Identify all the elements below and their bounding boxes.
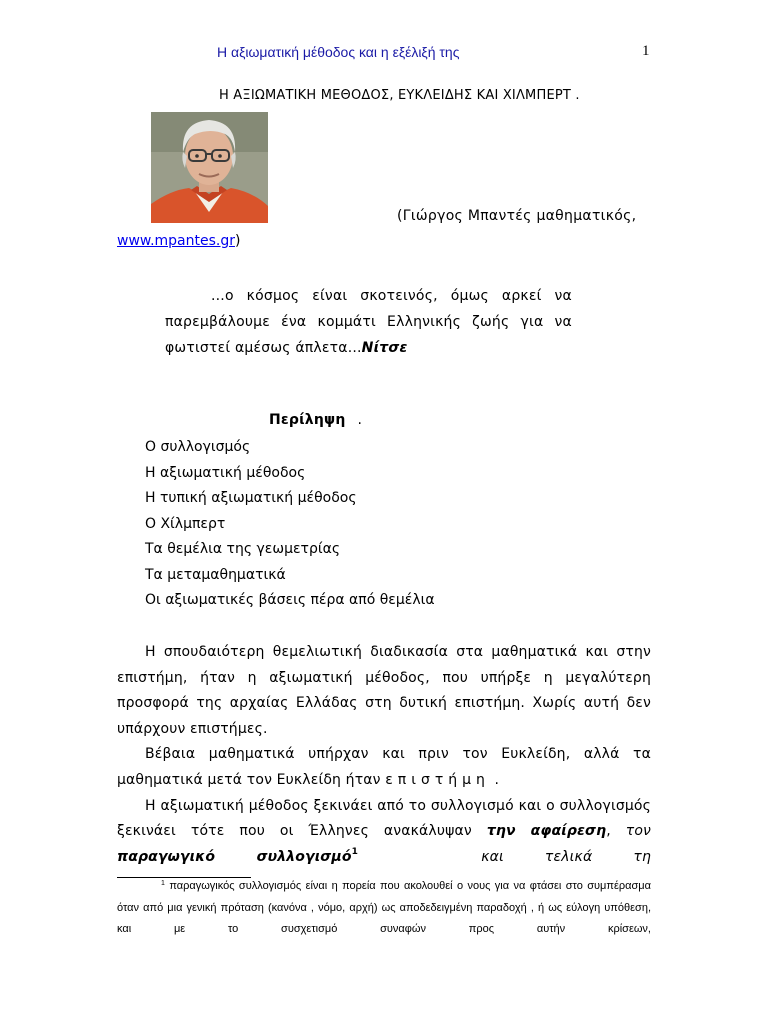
p2-spaced-word: επιστήμη <box>385 771 490 788</box>
footnote <box>117 876 651 941</box>
summary-heading <box>269 412 362 428</box>
summary-item: Οι αξιωματικές βάσεις πέρα από θεμέλια <box>145 592 435 608</box>
page-number: 1 <box>642 43 650 59</box>
summary-item: Τα μεταμαθηματικά <box>145 566 286 583</box>
summary-item: Τα θεμέλια της γεωμετρίας <box>145 541 341 557</box>
body-paragraph-3 <box>117 794 651 871</box>
epigraph-quote <box>165 283 572 361</box>
p3-em1: την <box>486 823 516 840</box>
summary-item: Ο Χίλμπερτ <box>145 515 226 532</box>
author-closing-paren: ) <box>234 233 241 249</box>
footnote-ref[interactable]: 1 <box>351 846 359 857</box>
body-text <box>117 640 651 870</box>
summary-heading-text: Περίληψη <box>269 412 346 428</box>
p3-abstraction: αφαίρεση <box>530 823 607 840</box>
author-portrait <box>151 112 268 223</box>
author-website-link[interactable]: www.mpantes.gr <box>117 233 235 249</box>
quote-attribution: Νίτσε <box>361 340 408 356</box>
body-paragraph-2 <box>117 742 651 793</box>
summary-list <box>145 435 435 614</box>
quote-text: ...ο κόσμος είναι σκοτεινός, όμως αρκεί να παρεμβάλουμε ένα κομμάτι Ελληνικής ζωής για να φωτιστεί αμέσως άπλετα... <box>165 288 572 356</box>
p3-em3: και τελικά τη <box>481 848 651 865</box>
p3-start: Η αξιωματική μέθοδος ξεκινάει από το συλλογισμό και ο συλλογισμός ξεκινάει τότε που οι Έλληνες ανακάλυψαν <box>117 797 651 840</box>
p3-deductive-reasoning: παραγωγικό συλλογισμό <box>117 848 352 865</box>
summary-item: Ο συλλογισμός <box>145 439 251 455</box>
footnote-marker: 1 <box>161 880 165 887</box>
document-title: Η ΑΞΙΩΜΑΤΙΚΗ ΜΕΘΟΔΟΣ, ΕΥΚΛΕΙΔΗΣ ΚΑΙ ΧΙΛΜΠΕΡΤ . <box>219 88 580 103</box>
p3-em2: τον <box>625 823 651 840</box>
author-link-line <box>117 233 240 249</box>
footnote-text: παραγωγικός συλλογισμός είναι η πορεία που ακολουθεί ο νους για να φτάσει στο συμπέρασμα όταν από μια γενική πρόταση (κανόνα , νόμο, αρχή) ως αποδεδειγμένη παραδοχή , ή ως εύλογη υπόθεση, και με το συσχετισμό συναφών προς αυτήν κρίσεων, <box>117 880 651 935</box>
p3-comma: , <box>606 823 626 840</box>
author-portrait-image <box>151 112 268 223</box>
p2-end: . <box>489 771 500 788</box>
summary-item: Η αξιωματική μέθοδος <box>145 464 306 481</box>
running-header: Η αξιωματική μέθοδος και η εξέλιξή της <box>217 44 460 60</box>
author-credit: (Γιώργος Μπαντές μαθηματικός, <box>397 208 637 224</box>
body-paragraph-1: Η σπουδαιότερη θεμελιωτική διαδικασία στα μαθηματικά και στην επιστήμη, ήταν η αξιωματική μέθοδος, που υπήρξε η μεγαλύτερη προσφορά της αρχαίας Ελλάδας στη δυτική επιστήμη. Χωρίς αυτή δεν υπάρχουν επιστήμες. <box>117 644 651 737</box>
summary-heading-dot: . <box>357 412 363 428</box>
p2-start: Βέβαια μαθηματικά υπήρχαν και πριν τον Ευκλείδη, αλλά τα μαθηματικά μετά τον Ευκλείδη ήταν <box>117 746 651 788</box>
summary-item: Η τυπική αξιωματική μέθοδος <box>145 490 357 506</box>
